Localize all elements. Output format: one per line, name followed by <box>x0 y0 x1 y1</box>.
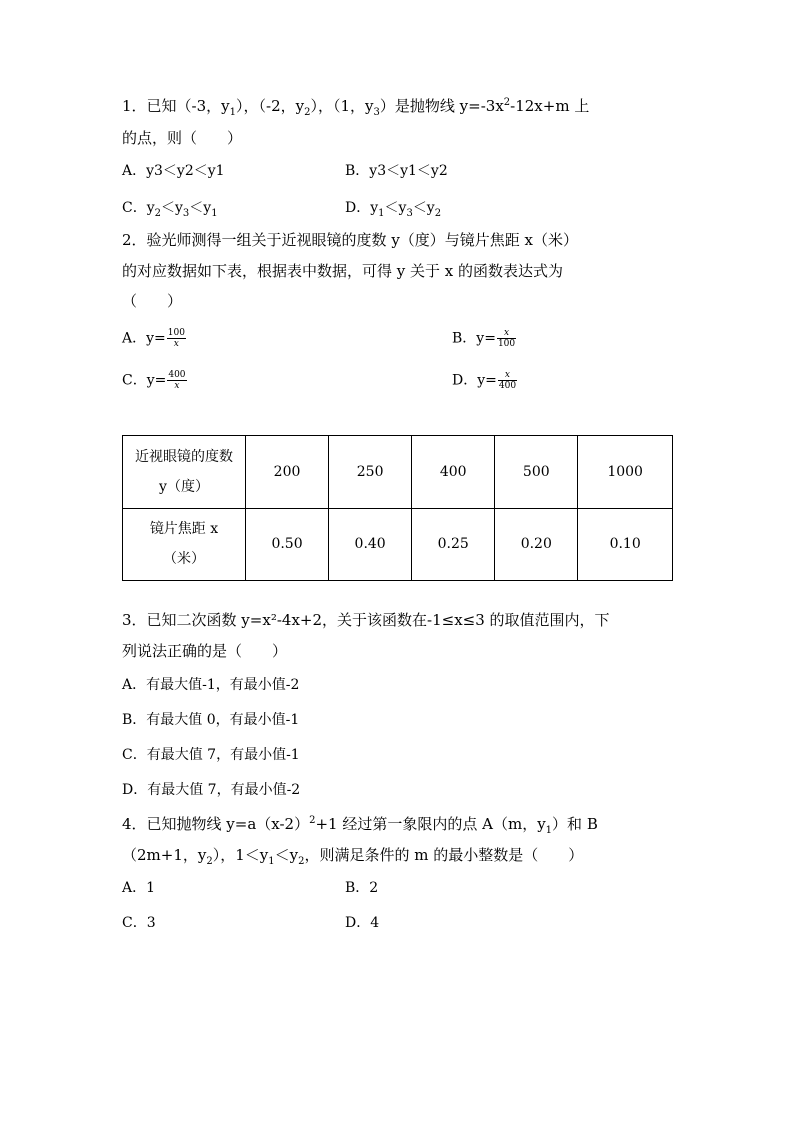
data-table <box>122 435 673 581</box>
table-cell: 0.10 <box>578 508 673 581</box>
q2-option-d: D．y= $\frac{x}{400}$ <box>452 370 517 391</box>
q2-option-a: A．y= $\frac{100}{x}$ <box>122 328 185 349</box>
q3-stem-line1: 3．已知二次函数 y=x²-4x+2，关于该函数在-1≤x≤3 的取值范围内，下 <box>122 611 610 629</box>
q4-stem-line1: 4．已知抛物线 $y=a(x-2)^2+1$ 经过第一象限内的点 A（m，$y_1$）和 B <box>122 815 598 836</box>
q2-stem-line2: 的对应数据如下表，根据表中数据，可得 y 关于 x 的函数表达式为 <box>122 262 564 280</box>
fraction: $\frac{100}{x}$ <box>167 328 185 349</box>
q2-stem-line1: 2．验光师测得一组关于近视眼镜的度数 y（度）与镜片焦距 x（米） <box>122 231 579 249</box>
q1-stem-line1: 1．已知（-3，$y_1$），（-2，$y_2$），（1，$y_3$）是抛物线 $y=-3x^2-12x+m$ 上 <box>122 97 590 118</box>
table-cell: 1000 <box>578 436 673 509</box>
table-row <box>123 508 673 581</box>
q4-option-c: C．3 <box>122 915 156 931</box>
table-cell: 250 <box>329 436 412 509</box>
q4-option-d: D．4 <box>345 915 380 931</box>
q1-option-c: C．$y_2<y_3<y_1$ <box>122 200 218 219</box>
q1-stem-line2: 的点，则（ ） <box>122 129 243 147</box>
table-row-header: 近视眼镜的度数 y（度） <box>123 436 246 509</box>
fraction: $\frac{400}{x}$ <box>168 370 186 391</box>
q3-option-b: B．有最大值 0，有最小值-1 <box>122 712 300 728</box>
q4-stem-line2: （2m+1，$y_2$），$1<y_1<y_2$，则满足条件的 m 的最小整数是（ ） <box>122 846 584 867</box>
q4-option-a: A．1 <box>122 880 156 896</box>
fraction: $\frac{x}{100}$ <box>497 328 516 349</box>
table-cell: 500 <box>495 436 578 509</box>
table-cell: 0.25 <box>412 508 495 581</box>
q2-option-b: B．y= $\frac{x}{100}$ <box>452 328 516 349</box>
table-row <box>123 436 673 509</box>
q1-option-a: A．y3＜y2＜y1 <box>122 163 225 179</box>
table-row-header: 镜片焦距 x （米） <box>123 508 246 581</box>
q3-option-c: C．有最大值 7，有最小值-1 <box>122 747 300 763</box>
q2-option-c: C．y= $\frac{400}{x}$ <box>122 370 186 391</box>
table-cell: 0.40 <box>329 508 412 581</box>
q3-stem-line2: 列说法正确的是（ ） <box>122 642 288 660</box>
table-cell: 400 <box>412 436 495 509</box>
q3-option-a: A．有最大值-1，有最小值-2 <box>122 677 300 693</box>
q1-option-d: D．$y_1<y_3<y_2$ <box>345 200 442 219</box>
fraction: $\frac{x}{400}$ <box>498 370 517 391</box>
q4-option-b: B．2 <box>345 880 379 896</box>
q1-option-b: B．y3＜y1＜y2 <box>345 163 448 179</box>
table-cell: 200 <box>246 436 329 509</box>
table-cell: 0.20 <box>495 508 578 581</box>
q2-stem-line3: （ ） <box>122 292 183 310</box>
table-cell: 0.50 <box>246 508 329 581</box>
q3-option-d: D．有最大值 7，有最小值-2 <box>122 782 301 798</box>
